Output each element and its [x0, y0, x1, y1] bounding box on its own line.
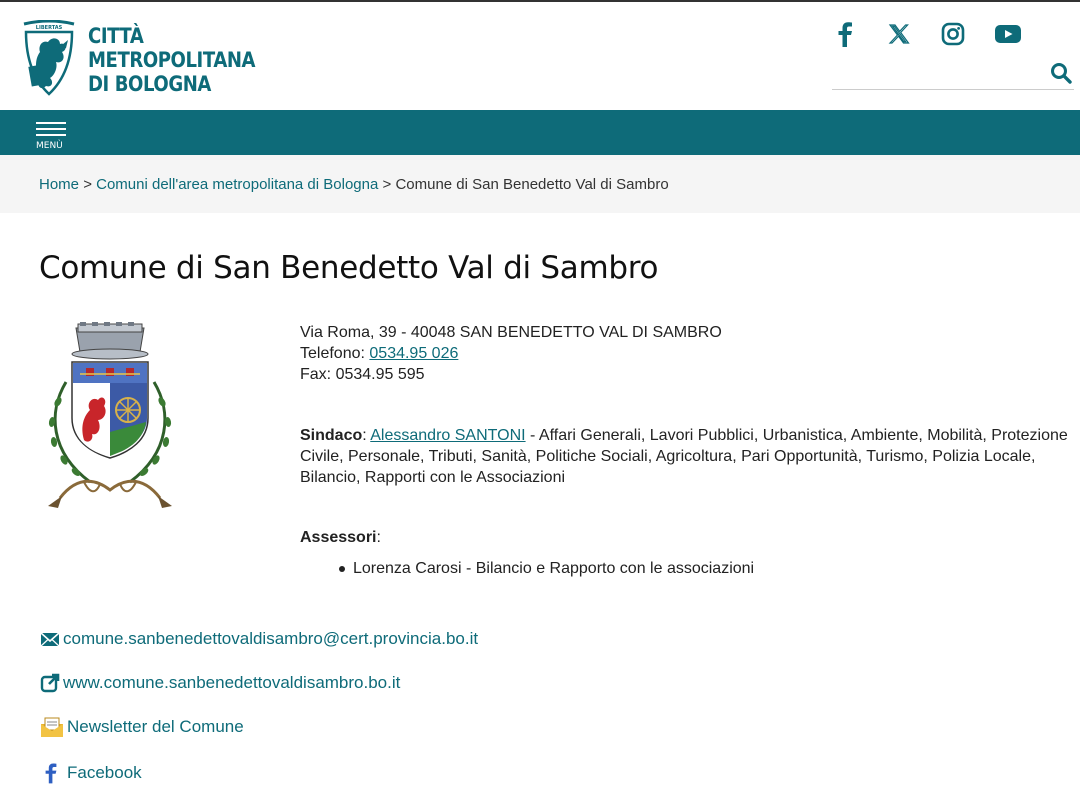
contact-info: [300, 322, 1070, 385]
newsletter-text: Newsletter del Comune: [67, 717, 244, 736]
phone-label: Telefono:: [300, 345, 370, 362]
menu-label: MENÙ: [36, 141, 63, 151]
website-link[interactable]: [39, 672, 400, 694]
fax: Fax: 0534.95 595: [300, 366, 425, 383]
search-icon: [1050, 62, 1072, 84]
breadcrumb-parent-link[interactable]: Comuni dell'area metropolitana di Bologna: [96, 176, 379, 193]
sindaco-name-link[interactable]: Alessandro SANTONI: [370, 427, 526, 444]
logo-line-1: CITTÀ: [88, 24, 144, 48]
breadcrumb-current: Comune di San Benedetto Val di Sambro: [395, 176, 669, 193]
email-text: comune.sanbenedettovaldisambro@cert.provincia.bo.it: [63, 629, 479, 648]
facebook-page-link[interactable]: [39, 762, 142, 784]
logo-line-2: METROPOLITANA: [88, 48, 256, 72]
external-link-icon: [39, 672, 61, 694]
site-logo[interactable]: [20, 20, 282, 100]
assessori-list: [353, 558, 1070, 579]
envelope-icon: [39, 628, 61, 650]
header: [0, 2, 1080, 110]
facebook-icon: [39, 762, 61, 784]
email-link[interactable]: [39, 628, 478, 650]
x-link[interactable]: [883, 18, 915, 50]
sindaco-label: Sindaco: [300, 427, 363, 444]
coat-of-arms-image: [40, 322, 180, 514]
list-item: Lorenza Carosi - Bilancio e Rapporto con le associazioni: [353, 558, 1070, 579]
address: Via Roma, 39 - 40048 SAN BENEDETTO VAL DI SAMBRO: [300, 324, 722, 341]
facebook-link[interactable]: [828, 18, 860, 50]
sindaco-colon: :: [362, 427, 371, 444]
svg-text:LIBERTAS: LIBERTAS: [35, 25, 63, 31]
page-title: Comune di San Benedetto Val di Sambro: [39, 250, 659, 286]
logo-emblem-icon: [20, 20, 78, 100]
sindaco-section: [300, 425, 1070, 488]
facebook-text: Facebook: [67, 763, 142, 782]
hamburger-icon-bar: [36, 134, 66, 136]
instagram-icon: [941, 22, 965, 46]
website-text: www.comune.sanbenedettovaldisambro.bo.it: [63, 673, 401, 692]
main-navbar: [0, 110, 1080, 155]
phone-row: [300, 343, 1070, 364]
assessori-section: [300, 527, 1070, 579]
search-button[interactable]: [1048, 60, 1074, 86]
breadcrumb-home-link[interactable]: Home: [39, 176, 80, 193]
youtube-icon: [994, 24, 1022, 44]
youtube-link[interactable]: [992, 18, 1024, 50]
hamburger-icon: [36, 122, 66, 124]
menu-button[interactable]: [36, 120, 68, 152]
hamburger-icon-bar: [36, 128, 66, 130]
newsletter-link[interactable]: [39, 716, 244, 738]
sindaco-roles: - Affari Generali, Lavori Pubblici, Urbanistica, Ambiente, Mobilità, Protezione Civile, Personale, Tributi, Sanità, Politiche Sociali, Agricoltura, Pari Opportunità, Turismo, Polizia Locale, Bilancio, Rapporti con le Associazioni: [300, 427, 1068, 486]
search-input[interactable]: [832, 58, 1042, 88]
social-links: [828, 18, 1038, 50]
x-icon: [888, 23, 910, 45]
breadcrumb: [0, 155, 1080, 213]
breadcrumb-separator: >: [83, 176, 97, 193]
phone-link[interactable]: 0534.95 026: [369, 345, 459, 362]
search-box: [832, 58, 1074, 90]
newsletter-icon: [39, 716, 65, 738]
assessori-colon: :: [376, 529, 381, 546]
logo-line-3: DI BOLOGNA: [88, 72, 211, 96]
breadcrumb-separator: >: [382, 176, 396, 193]
facebook-icon: [834, 21, 854, 47]
logo-text: [88, 24, 255, 96]
instagram-link[interactable]: [937, 18, 969, 50]
assessori-label: Assessori: [300, 529, 377, 546]
